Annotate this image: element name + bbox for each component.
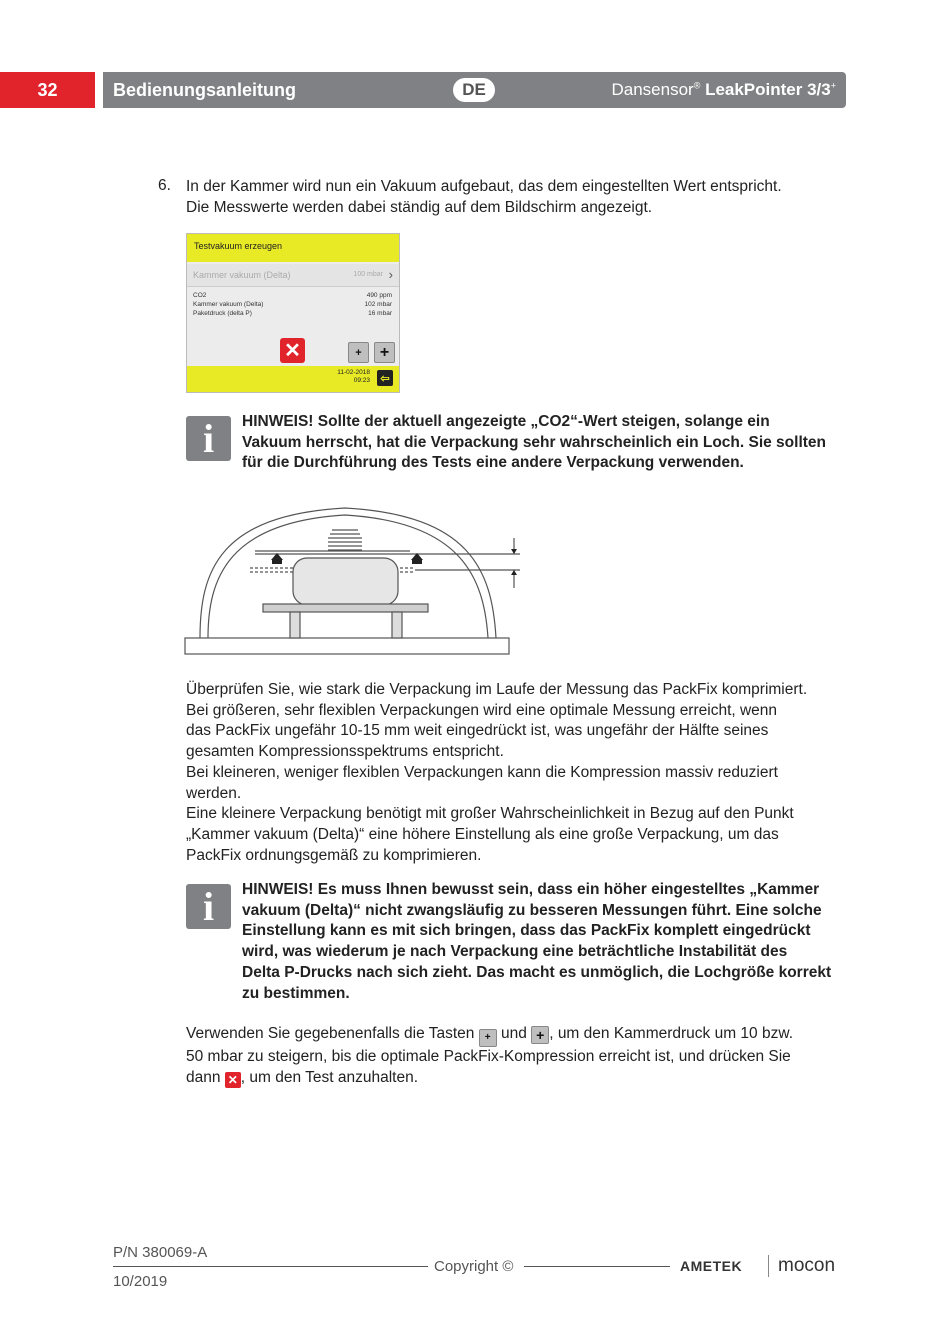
stop-button[interactable] (280, 338, 305, 363)
note-line: Einstellung kann es mit sich bringen, dass das PackFix komplett eingedrückt (242, 922, 811, 940)
setting-row[interactable] (187, 264, 399, 287)
measurement-value: 490 ppm (366, 292, 392, 299)
screen-datetime (337, 369, 370, 385)
increase-large-button[interactable] (374, 342, 395, 363)
info-icon: i (186, 884, 231, 929)
info-icon: i (186, 416, 231, 461)
measurement-value: 16 mbar (368, 310, 392, 317)
product-model: LeakPointer 3/3 (705, 80, 831, 99)
paragraph-line: gesamten Kompressionsspektrums entspricht. (186, 743, 504, 761)
manual-title: Bedienungsanleitung (113, 80, 297, 100)
screen-footer-bar (187, 366, 399, 392)
instruction-line (186, 1068, 846, 1089)
chevron-right-icon: › (388, 267, 393, 282)
footer-divider (524, 1266, 670, 1267)
screen-time: 09:23 (353, 377, 370, 384)
part-number: P/N 380069-A (113, 1244, 208, 1261)
note-line: Delta P-Drucks nach sich zieht. Das macht es unmöglich, die Lochgröße korrekt (242, 963, 832, 981)
paragraph-line: Überprüfen Sie, wie stark die Verpackung im Laufe der Messung das PackFix komprimiert. (186, 681, 808, 698)
instruction-text: , um den Test anzuhalten. (240, 1069, 419, 1087)
exit-icon: ⇦ (380, 372, 390, 385)
instruction-text: , um den Kammerdruck um 10 bzw. (549, 1025, 793, 1042)
paragraph-line: das PackFix ungefähr 10-15 mm weit eingedrückt ist, was ungefähr der Hälfte seines (186, 722, 769, 740)
note-line: HINWEIS! Es muss Ihnen bewusst sein, dass ein höher eingestelltes „Kammer (242, 881, 820, 898)
registered-mark: ® (693, 80, 701, 91)
note-line: HINWEIS! Sollte der aktuell angezeigte „CO2“-Wert steigen, solange ein (242, 413, 770, 430)
step-line: Die Messwerte werden dabei ständig auf dem Bildschirm angezeigt. (186, 198, 653, 216)
measurement-label: CO2 (193, 292, 207, 299)
compression-paragraph (186, 680, 846, 866)
plus-icon: + (479, 1029, 497, 1047)
close-icon: ✕ (225, 1072, 241, 1088)
paragraph-line: Bei kleineren, weniger flexiblen Verpackungen kann die Kompression massiv reduziert (186, 763, 778, 781)
paragraph-line: „Kammer vakuum (Delta)“ eine höhere Einstellung als eine große Verpackung, um das (186, 825, 779, 843)
paragraph-line: Eine kleinere Verpackung benötigt mit großer Wahrscheinlichkeit in Bezug auf den Punkt (186, 805, 794, 823)
exit-button[interactable] (377, 370, 393, 386)
screen-date: 11-02-2018 (337, 369, 370, 376)
step-line: In der Kammer wird nun ein Vakuum aufgebaut, das dem eingestellten Wert entspricht. (186, 178, 782, 195)
paragraph-line: werden. (186, 784, 242, 802)
packfix-diagram (180, 500, 530, 660)
screen-title: Testvakuum erzeugen (194, 241, 283, 251)
footer-divider (113, 1266, 428, 1267)
device-screen (186, 233, 400, 393)
note-warning-co2 (242, 412, 842, 474)
screen-title-bar (187, 234, 399, 262)
instruction-text: Verwenden Sie gegebenenfalls die Tasten (186, 1025, 479, 1042)
paragraph-line: Bei größeren, sehr flexiblen Verpackungen wird eine optimale Messung erreicht, wenn (186, 701, 778, 719)
product-tray (263, 604, 428, 612)
final-instruction (186, 1024, 846, 1089)
product-name (611, 80, 836, 100)
measurement-label: Paketdruck (delta P) (193, 310, 252, 317)
mocon-logo: mocon (778, 1255, 836, 1276)
setting-label: Kammer vakuum (Delta) (193, 270, 291, 280)
copyright: Copyright © (434, 1258, 514, 1275)
paragraph-line: PackFix ordnungsgemäß zu komprimieren. (186, 846, 482, 864)
note-line: Vakuum herrscht, hat die Verpackung sehr wahrscheinlich ein Loch. Sie sollten (242, 433, 827, 451)
note-line: zu bestimmen. (242, 984, 350, 1002)
plus-icon: + (531, 1026, 549, 1044)
setting-value: 100 mbar (353, 271, 383, 278)
product-sup: + (830, 80, 836, 91)
measurement-value: 102 mbar (364, 301, 392, 308)
instruction-text: und (496, 1025, 532, 1042)
step-number: 6. (158, 177, 171, 194)
product-prefix: Dansensor (611, 80, 694, 99)
measurement-label: Kammer vakuum (Delta) (193, 301, 264, 308)
package (293, 558, 398, 605)
header-bar (103, 72, 846, 108)
instruction-line (186, 1024, 846, 1047)
close-icon: ✕ (284, 340, 301, 362)
note-line: für die Durchführung des Tests eine andere Verpackung verwenden. (242, 454, 744, 472)
instruction-text: dann (186, 1069, 225, 1087)
plus-icon: + (355, 346, 362, 359)
base-plate (185, 638, 509, 654)
note-line: wird, was wiederum je nach Verpackung eine beträchtliche Instabilität des (242, 943, 788, 961)
language-badge: DE (453, 78, 495, 102)
packfix-spring (328, 530, 362, 550)
increase-small-button[interactable] (348, 342, 369, 363)
instruction-line: 50 mbar zu steigern, bis die optimale PackFix-Kompression erreicht ist, und drücken Sie (186, 1048, 791, 1066)
logo-separator (768, 1255, 769, 1277)
ametek-logo: AMETEK (680, 1258, 743, 1274)
page-number: 32 (0, 72, 95, 108)
publication-date: 10/2019 (113, 1273, 168, 1290)
note-warning-vacuum (242, 880, 842, 1004)
step-text (186, 177, 846, 218)
plus-icon: + (379, 343, 390, 361)
note-line: vakuum (Delta)“ nicht zwangsläufig zu besseren Messungen führt. Eine solche (242, 901, 822, 919)
